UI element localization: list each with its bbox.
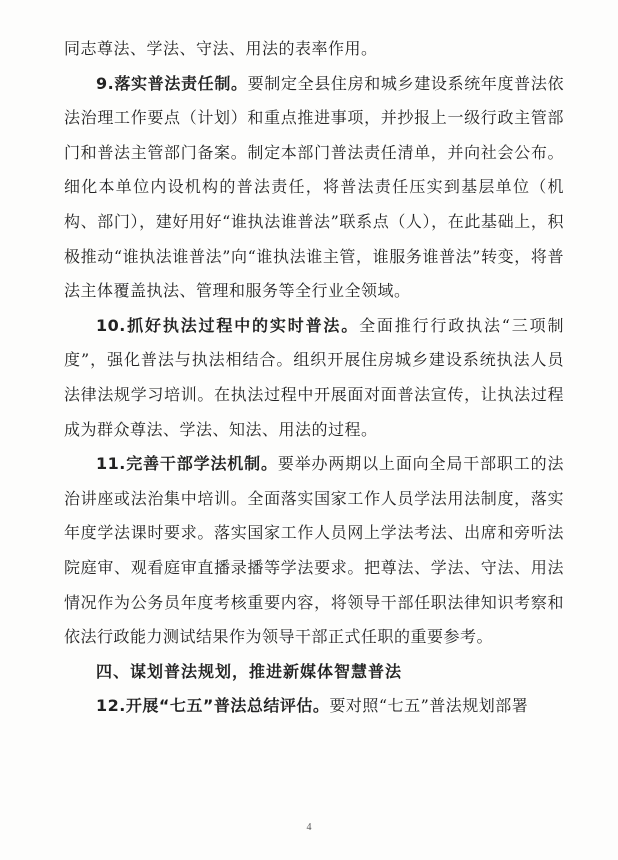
section-heading: 四、谋划普法规划，推进新媒体智慧普法	[96, 661, 403, 681]
item-12-body: 要对照“七五”普法规划部署	[329, 696, 529, 716]
item-11-paragraph	[64, 447, 564, 655]
item-12-paragraph	[64, 689, 564, 724]
page-number: 4	[306, 822, 312, 833]
item-9-title: 9.落实普法责任制。	[96, 73, 248, 93]
item-9-paragraph	[64, 67, 564, 309]
item-9-body: 要制定全县住房和城乡建设系统年度普法依法治理工作要点（计划）和重点推进事项，并抄报上一级行政主管部门和普法主管部门备案。制定本部门普法责任清单，并向社会公布。细化本单位内设机构的普法责任，将普法责任压实到基层单位（机构、部门），建好用好“谁执法谁普法”联系点（人），在此基础上，积极推动“谁执法谁普法”向“谁执法谁主管，谁服务谁普法”转变，将普法主体覆盖执法、管理和服务等全行业全领域。	[64, 73, 564, 301]
item-11-body: 要举办两期以上面向全局干部职工的法治讲座或法治集中培训。全面落实国家工作人员学法用法制度，落实年度学法课时要求。落实国家工作人员网上学法考法、出席和旁听法院庭审、观看庭审直播录播等学法要求。把尊法、学法、守法、用法情况作为公务员年度考核重要内容，将领导干部任职法律知识考察和依法行政能力测试结果作为领导干部正式任职的重要参考。	[64, 454, 564, 647]
item-10-body: 全面推行行政执法“三项制度”，强化普法与执法相结合。组织开展住房城乡建设系统执法人员法律法规学习培训。在执法过程中开展面对面普法宣传，让执法过程成为群众尊法、学法、知法、用法的过程。	[64, 315, 564, 439]
item-10-title: 10.抓好执法过程中的实时普法。	[96, 315, 360, 335]
document-body	[64, 32, 564, 724]
item-10-paragraph	[64, 309, 564, 447]
item-11-title: 11.完善干部学法机制。	[96, 454, 278, 474]
item-12-title: 12.开展“七五”普法总结评估。	[96, 696, 330, 716]
intro-line: 同志尊法、学法、守法、用法的表率作用。	[64, 39, 378, 58]
